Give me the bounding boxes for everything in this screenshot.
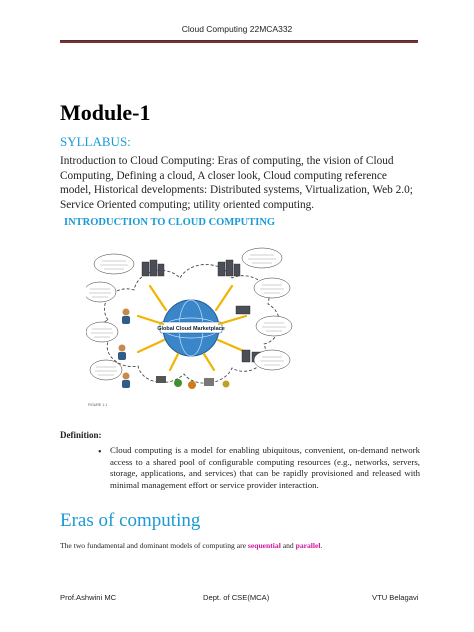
footer-center: Dept. of CSE(MCA) xyxy=(203,593,270,602)
syllabus-text: Introduction to Cloud Computing: Eras of computing, the vision of Cloud Computing, Defining a cloud, A closer look, Cloud computing reference model, Historical developments: Distributed systems, Virtualization, Web 2.0; Service Oriented computing; utility oriented computing. xyxy=(60,155,413,211)
page-header: Cloud Computing 22MCA332 xyxy=(181,24,293,34)
definition-label: Definition: xyxy=(60,430,102,440)
keyword-parallel: parallel xyxy=(295,541,321,550)
definition-text: Cloud computing is a model for enabling ubiquitous, convenient, on-demand network access to a shared pool of configurable computing resources (e.g., networks, servers, storage, applications, and services) that can be rapidly provisioned and released with minimal management effort or service provider interaction. xyxy=(110,445,420,490)
footer-left: Prof.Ashwini MC xyxy=(60,593,117,602)
globe-label: Global Cloud Marketplace xyxy=(157,326,225,332)
keyword-sequential: sequential xyxy=(247,541,281,550)
eras-text: The two fundamental and dominant models of computing are sequential and parallel. xyxy=(60,541,323,550)
eras-heading: Eras of computing xyxy=(60,510,201,531)
module-title: Module-1 xyxy=(60,100,151,125)
footer-right: VTU Belagavi xyxy=(372,593,419,602)
figure-caption: FIGURE 1.1 xyxy=(88,403,108,407)
header-rule xyxy=(60,40,418,43)
cloud-marketplace-figure xyxy=(86,240,296,410)
intro-heading: INTRODUCTION TO CLOUD COMPUTING xyxy=(64,217,276,228)
syllabus-heading: SYLLABUS: xyxy=(60,134,131,149)
bullet-icon: • xyxy=(98,447,102,458)
